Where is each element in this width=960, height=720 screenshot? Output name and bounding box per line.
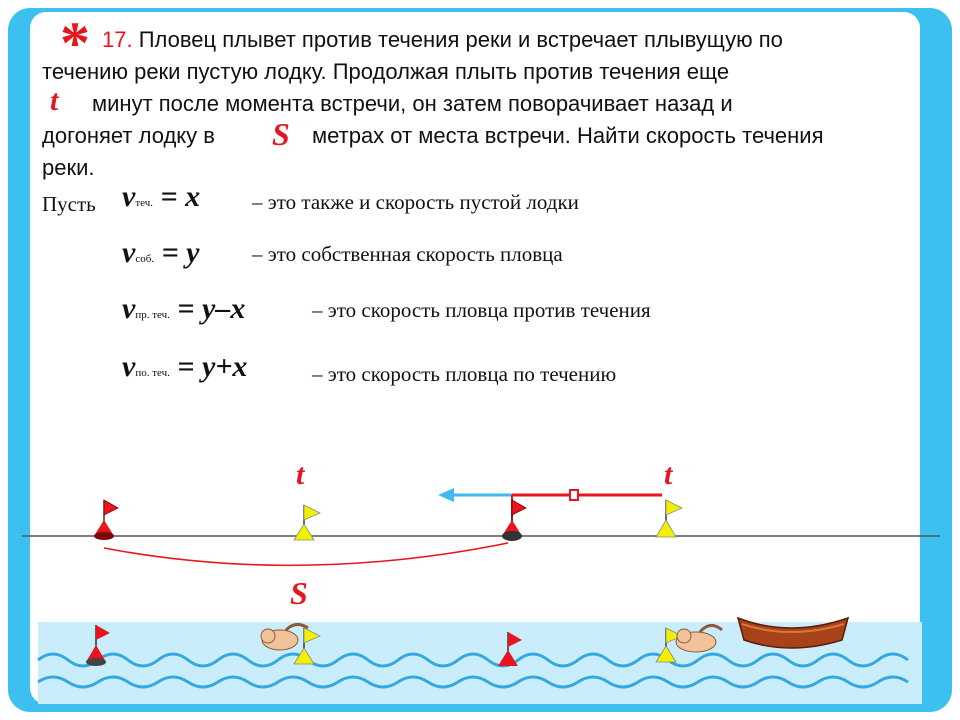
definition-desc-4: – это скорость пловца по течению <box>312 362 617 386</box>
velocity-symbol: v <box>122 236 136 269</box>
red-buoy-icon <box>94 500 118 540</box>
velocity-subscript: соб. <box>135 253 155 265</box>
yellow-buoy-icon <box>294 505 320 540</box>
s-label: S <box>290 575 308 611</box>
yellow-buoy-icon <box>656 500 682 537</box>
velocity-equation: = y+x <box>169 350 248 383</box>
velocity-subscript: теч. <box>135 197 154 209</box>
definition-desc-1: – это также и скорость пустой лодки <box>252 190 579 214</box>
t-label-right: t <box>664 458 673 491</box>
problem-line-3: минут после момента встречи, он затем поворачивает назад и <box>92 91 733 116</box>
velocity-equation: = y–x <box>169 292 246 325</box>
velocity-symbol: v <box>122 350 136 383</box>
velocity-symbol: v <box>122 180 136 213</box>
variable-s: S <box>272 116 290 152</box>
distance-segment <box>512 490 662 525</box>
problem-line-5: реки. <box>42 155 95 180</box>
meeting-buoy-icon <box>502 500 526 541</box>
velocity-symbol: v <box>122 292 136 325</box>
star-icon: * <box>60 10 90 76</box>
problem-text-1: Пловец плывет против течения реки и встречает плывущую по <box>138 27 783 52</box>
s-arc <box>104 543 508 565</box>
velocity-subscript: пр. теч. <box>135 309 170 321</box>
definition-desc-2: – это собственная скорость пловца <box>252 242 563 266</box>
velocity-subscript: по. теч. <box>135 367 170 379</box>
definition-desc-3: – это скорость пловца против течения <box>312 298 651 322</box>
variable-t: t <box>50 84 59 117</box>
problem-text-4a: догоняет лодку в <box>42 123 215 148</box>
current-arrow <box>438 488 512 502</box>
let-word: Пусть <box>42 192 96 216</box>
problem-line-4b: метрах от места встречи. Найти скорость течения <box>312 123 824 148</box>
velocity-equation: = y <box>154 236 200 269</box>
problem-line-2: течению реки пустую лодку. Продолжая плыть против течения еще <box>42 59 730 84</box>
problem-number: 17. <box>102 27 133 52</box>
velocity-equation: = x <box>153 180 201 213</box>
t-label-left: t <box>296 458 305 491</box>
